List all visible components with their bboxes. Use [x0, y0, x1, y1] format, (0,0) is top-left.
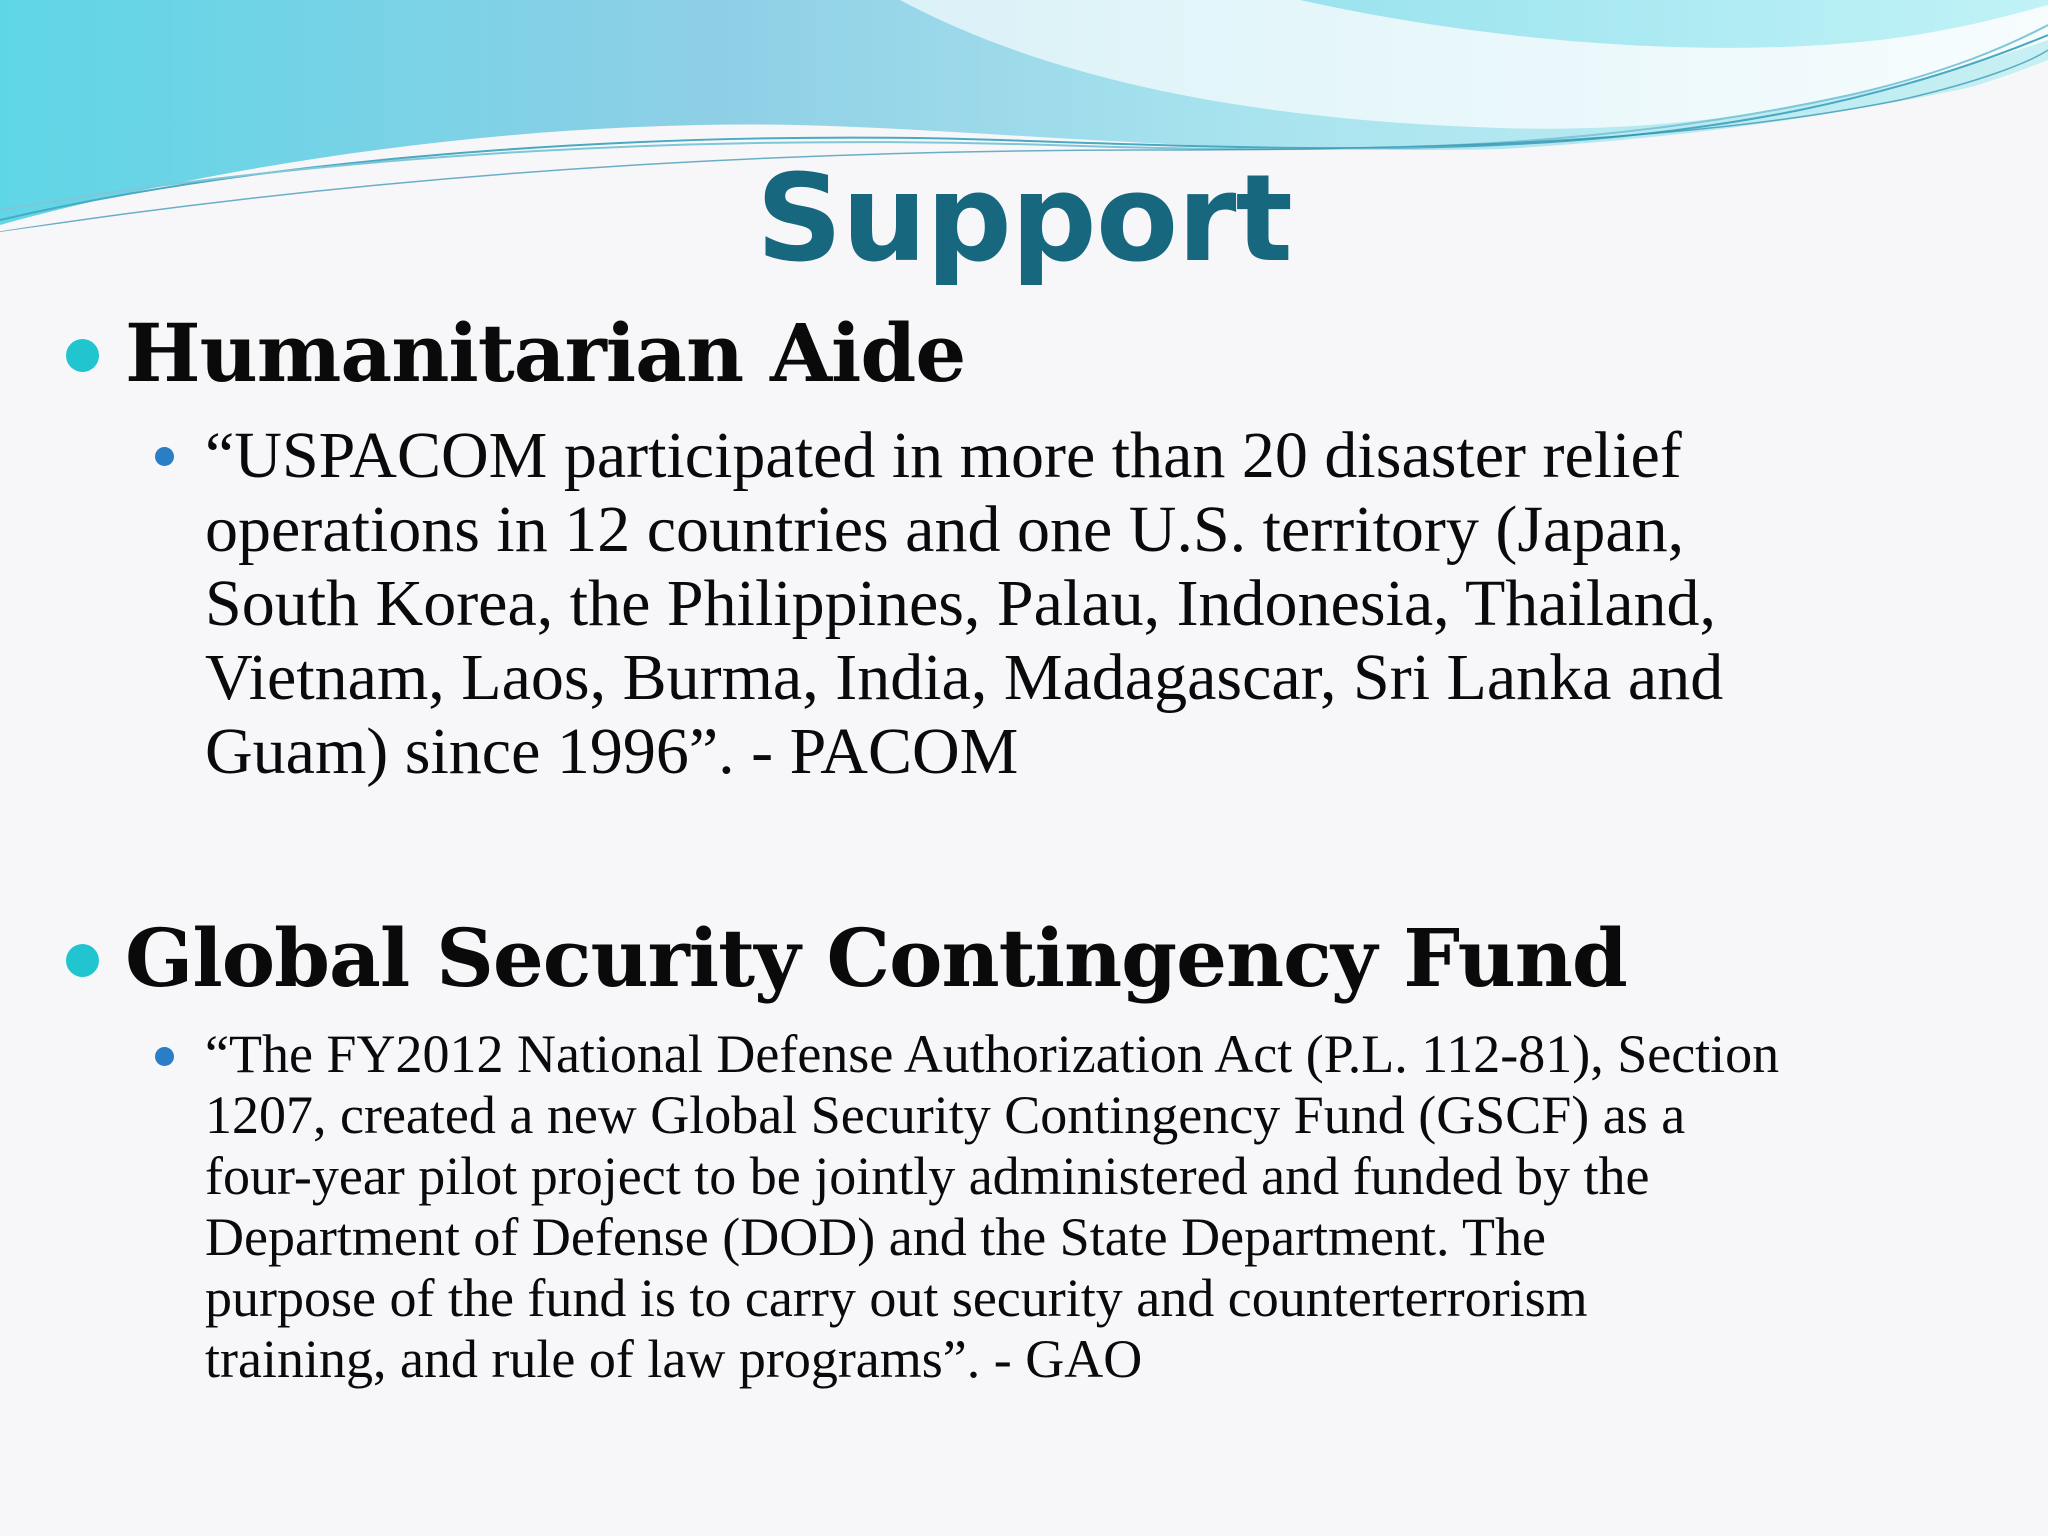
- slide-title: Support: [756, 150, 1292, 289]
- section-heading-text: Global Security Contingency Fund: [125, 911, 1627, 1005]
- section-body-text: “The FY2012 National Defense Authorization Act (P.L. 112-81), Section 1207, created a new Global Security Contingency Fund (GSCF) as a four-year pilot project to be jointly administered and funded by the Department of Defense (DOD) and the State Department. The purpose of the fund is to carry out security and counterterrorism training, and rule of law programs”. - GAO: [205, 1024, 1780, 1389]
- section-heading: [0, 305, 2048, 401]
- section-body: [0, 1024, 2048, 1390]
- section-body-text: “USPACOM participated in more than 20 disaster relief operations in 12 countries and one U.S. territory (Japan, South Korea, the Philippines, Palau, Indonesia, Thailand, Vietnam, Laos, Burma, India, Madagascar, Sri Lanka and Guam) since 1996”. - PACOM: [205, 419, 1724, 788]
- section-heading: [0, 910, 2048, 1006]
- sub-bullet-dot-icon: [155, 1047, 174, 1066]
- bullet-dot-icon: [66, 944, 99, 977]
- section-global-security-contingency-fund: [0, 910, 2048, 1390]
- bullet-dot-icon: [66, 339, 99, 372]
- section-heading-text: Humanitarian Aide: [125, 306, 966, 400]
- sub-bullet-dot-icon: [155, 447, 174, 466]
- section-humanitarian-aide: [0, 305, 2048, 789]
- section-body: [0, 419, 2048, 789]
